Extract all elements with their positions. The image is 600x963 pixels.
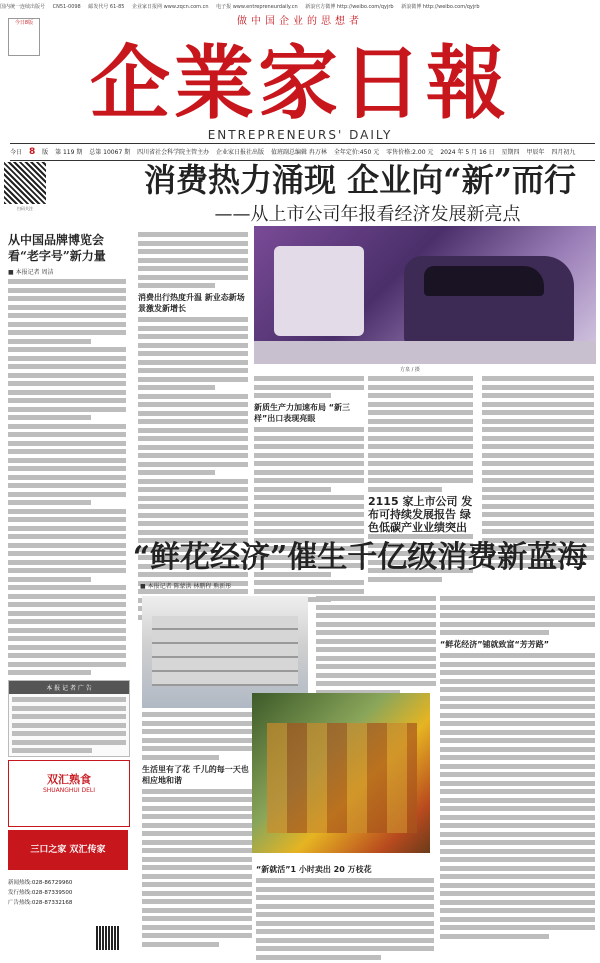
text-line xyxy=(138,530,248,535)
text-line xyxy=(8,407,126,412)
topbar-item: 电子报 www.entrepreneurdaily.cn xyxy=(216,4,298,10)
text-line xyxy=(8,288,126,293)
text-line xyxy=(8,653,126,658)
text-line xyxy=(138,445,248,450)
text-line xyxy=(8,526,126,531)
text-line xyxy=(256,912,434,917)
text-line xyxy=(316,605,436,610)
text-line xyxy=(254,427,364,432)
text-line xyxy=(138,487,248,492)
text-line xyxy=(12,697,126,702)
text-line xyxy=(142,840,252,845)
text-line xyxy=(142,848,252,853)
text-line xyxy=(8,517,126,522)
text-line xyxy=(8,339,91,344)
text-line xyxy=(138,368,248,373)
text-line xyxy=(368,393,473,398)
text-line xyxy=(142,746,252,751)
text-line xyxy=(138,402,248,407)
text-line xyxy=(440,755,595,760)
text-line xyxy=(368,577,442,582)
text-line xyxy=(142,899,252,904)
text-line xyxy=(142,865,252,870)
text-line xyxy=(142,738,252,743)
info-item: 甲辰年 xyxy=(526,149,545,156)
text-line xyxy=(440,823,595,828)
lead-section-1: 消费出行热度升温 新业态新场景激发新增长 xyxy=(138,293,245,313)
text-line xyxy=(8,585,126,590)
text-line xyxy=(254,478,364,483)
second-column-4 xyxy=(440,596,595,942)
text-line xyxy=(440,917,595,922)
text-line xyxy=(138,411,248,416)
second-section-2: “新就活”1 小时卖出 20 万枝花 xyxy=(256,865,372,874)
text-line xyxy=(440,738,595,743)
text-line xyxy=(8,373,126,378)
text-line xyxy=(8,662,126,667)
text-line xyxy=(138,241,248,246)
masthead-title: 企業家日報 xyxy=(90,36,510,130)
text-line xyxy=(482,504,594,509)
text-line xyxy=(440,704,595,709)
text-line xyxy=(440,789,595,794)
text-line xyxy=(440,849,595,854)
text-line xyxy=(440,806,595,811)
text-line xyxy=(138,479,248,484)
text-line xyxy=(254,529,364,534)
text-line xyxy=(256,929,434,934)
second-column-3 xyxy=(256,860,434,963)
info-item: 今日 xyxy=(10,149,23,156)
text-line xyxy=(138,394,248,399)
text-line xyxy=(138,275,248,280)
second-photo-flowers xyxy=(252,693,430,853)
page-count: 8 xyxy=(28,147,36,157)
info-item: 全年定价:450 元 xyxy=(333,149,380,156)
text-line xyxy=(8,670,91,675)
text-line xyxy=(138,351,248,356)
text-line xyxy=(256,895,434,900)
text-line xyxy=(142,908,252,913)
info-item: 四川省社会科学院主管主办 xyxy=(137,149,210,156)
text-line xyxy=(254,385,364,390)
second-photo-warehouse xyxy=(142,596,308,708)
text-line xyxy=(8,551,126,556)
topbar-item: 国内统一连续出版号 xyxy=(0,4,46,10)
qr-code-small-icon[interactable] xyxy=(96,926,120,950)
issue-info-bar xyxy=(10,143,595,161)
text-line xyxy=(8,381,126,386)
lead-section-3: 2115 家上市公司 发布可持续发展报告 绿色低碳产业业绩突出 xyxy=(368,495,473,534)
text-line xyxy=(142,797,252,802)
text-line xyxy=(368,461,473,466)
text-line xyxy=(440,883,595,888)
text-line xyxy=(8,415,91,420)
text-line xyxy=(8,568,126,573)
text-line xyxy=(138,496,248,501)
text-line xyxy=(138,377,248,382)
text-line xyxy=(316,613,436,618)
text-line xyxy=(8,441,126,446)
text-line xyxy=(482,461,594,466)
text-line xyxy=(440,730,595,735)
text-line xyxy=(12,723,126,728)
text-line xyxy=(138,470,215,475)
text-line xyxy=(368,436,473,441)
text-line xyxy=(368,402,473,407)
text-line xyxy=(482,419,594,424)
info-item: 企业家日报社出版 xyxy=(216,149,265,156)
contact-block xyxy=(8,878,118,908)
text-line xyxy=(142,806,252,811)
text-line xyxy=(316,664,436,669)
text-line xyxy=(440,622,595,627)
text-line xyxy=(142,755,219,760)
info-item: 第 119 期 xyxy=(55,149,83,156)
text-line xyxy=(368,534,473,539)
text-line xyxy=(254,453,364,458)
info-date: 2024 年 5 月 16 日 xyxy=(440,149,495,156)
text-line xyxy=(8,475,126,480)
text-line xyxy=(8,611,126,616)
text-line xyxy=(8,534,126,539)
text-line xyxy=(256,904,434,909)
text-line xyxy=(368,487,442,492)
info-item: 星期四 xyxy=(501,149,520,156)
text-line xyxy=(368,376,473,381)
text-line xyxy=(482,487,594,492)
text-line xyxy=(142,823,252,828)
text-line xyxy=(254,444,364,449)
text-line xyxy=(142,942,219,947)
text-line xyxy=(316,673,436,678)
text-line xyxy=(8,602,126,607)
text-line xyxy=(138,436,248,441)
text-line xyxy=(440,891,595,896)
text-line xyxy=(8,322,126,327)
text-line xyxy=(8,636,126,641)
text-line xyxy=(440,934,549,939)
text-line xyxy=(254,393,331,398)
ad-brand-en: SHUANGHUI DELI xyxy=(42,787,96,794)
second-section-1: 生活里有了花 千儿的每一天也相应地和谐 xyxy=(142,764,249,785)
text-line xyxy=(482,393,594,398)
text-line xyxy=(8,279,126,284)
lead-photo xyxy=(254,226,596,364)
second-section-3: “鲜花经济”铺就致富“芳芳路” xyxy=(440,640,550,649)
text-line xyxy=(138,232,248,237)
text-line xyxy=(138,334,248,339)
text-line xyxy=(440,670,595,675)
text-line xyxy=(8,619,126,624)
text-line xyxy=(482,402,594,407)
info-item: 总第 10067 期 xyxy=(89,149,131,156)
qr-label: 扫码关注 xyxy=(17,206,33,211)
text-line xyxy=(256,878,434,883)
text-line xyxy=(8,483,126,488)
text-line xyxy=(482,521,594,526)
second-headline: “鲜花经济”催生千亿级消费新蓝海 xyxy=(132,540,588,575)
text-line xyxy=(440,908,595,913)
left-body xyxy=(8,279,126,675)
text-line xyxy=(142,831,252,836)
text-line xyxy=(142,925,252,930)
text-line xyxy=(482,436,594,441)
text-line xyxy=(8,500,91,505)
text-line xyxy=(8,356,126,361)
text-line xyxy=(138,266,248,271)
text-line xyxy=(254,487,331,492)
text-line xyxy=(316,630,436,635)
text-line xyxy=(142,721,252,726)
lead-subheadline: ——从上市公司年报看经济发展新亮点 xyxy=(214,204,521,225)
lead-headline: 消费热力涌现 企业向“新”而行 xyxy=(144,161,576,199)
text-line xyxy=(138,521,248,526)
text-line xyxy=(368,385,473,390)
text-line xyxy=(138,360,248,365)
text-line xyxy=(8,330,126,335)
text-line xyxy=(482,529,594,534)
text-line xyxy=(142,814,252,819)
text-line xyxy=(256,887,434,892)
text-line xyxy=(440,840,595,845)
left-article xyxy=(8,232,126,679)
text-line xyxy=(138,428,248,433)
second-column-1 xyxy=(142,712,252,950)
info-item: 版 xyxy=(42,149,49,156)
text-line xyxy=(8,347,126,352)
masthead-slogan: 做中国企业的思想者 xyxy=(237,16,363,27)
topbar-item: 新浪微博 http://weibo.com/qyjrb xyxy=(401,4,480,10)
text-line xyxy=(256,938,434,943)
text-line xyxy=(8,364,126,369)
text-line xyxy=(316,681,436,686)
contact-line: 广告热线:028-87332168 xyxy=(8,900,73,906)
text-line xyxy=(138,462,248,467)
text-line xyxy=(440,696,595,701)
text-line xyxy=(316,622,436,627)
text-line xyxy=(482,376,594,381)
text-line xyxy=(368,444,473,449)
text-line xyxy=(138,343,248,348)
text-line xyxy=(8,492,126,497)
text-line xyxy=(8,577,91,582)
text-line xyxy=(482,512,594,517)
topbar-item: 企业家日报网 www.zqcn.com.cn xyxy=(132,4,209,10)
text-line xyxy=(138,419,248,424)
text-line xyxy=(8,432,126,437)
left-headline: 从中国品牌博览会看“老字号”新力量 xyxy=(8,233,106,263)
text-line xyxy=(8,305,126,310)
info-item: 零售价格:2.00 元 xyxy=(386,149,434,156)
text-line xyxy=(440,772,595,777)
text-line xyxy=(440,605,595,610)
lead-section-2: 新质生产力加速布局 “新三样”出口表现亮眼 xyxy=(254,403,351,423)
text-line xyxy=(482,470,594,475)
ad-notice-title: 本 报 记 者 广 告 xyxy=(9,681,129,694)
text-line xyxy=(12,706,126,711)
text-line xyxy=(440,798,595,803)
text-line xyxy=(482,444,594,449)
text-line xyxy=(440,613,595,618)
text-line xyxy=(8,424,126,429)
text-line xyxy=(138,513,248,518)
text-line xyxy=(368,470,473,475)
second-column-2 xyxy=(316,596,436,698)
text-line xyxy=(8,390,126,395)
text-line xyxy=(440,713,595,718)
text-line xyxy=(8,296,126,301)
text-line xyxy=(316,647,436,652)
text-line xyxy=(142,933,252,938)
text-line xyxy=(482,495,594,500)
text-line xyxy=(368,453,473,458)
text-line xyxy=(142,712,252,717)
text-line xyxy=(368,427,473,432)
text-line xyxy=(142,874,252,879)
text-line xyxy=(138,317,248,322)
text-line xyxy=(316,639,436,644)
text-line xyxy=(440,596,595,601)
text-line xyxy=(440,679,595,684)
lead-photo-credit: 方泉 / 摄 xyxy=(400,367,420,373)
text-line xyxy=(8,466,126,471)
text-line xyxy=(482,410,594,415)
contact-line: 新闻热线:028-86729960 xyxy=(8,880,73,886)
text-line xyxy=(368,419,473,424)
text-line xyxy=(138,326,248,331)
text-line xyxy=(254,376,364,381)
topbar-item: 邮发代号 61-85 xyxy=(88,4,125,10)
text-line xyxy=(482,385,594,390)
text-line xyxy=(254,580,364,585)
masthead-english: ENTREPRENEURS' DAILY xyxy=(207,128,393,142)
text-line xyxy=(440,747,595,752)
text-line xyxy=(440,630,549,635)
text-line xyxy=(8,645,126,650)
text-line xyxy=(138,385,215,390)
text-line xyxy=(8,398,126,403)
seal-text: 今日8版 xyxy=(14,20,34,26)
text-line xyxy=(138,258,248,263)
text-line xyxy=(12,748,92,753)
text-line xyxy=(440,874,595,879)
text-line xyxy=(254,461,364,466)
text-line xyxy=(8,449,126,454)
text-line xyxy=(440,832,595,837)
text-line xyxy=(254,512,364,517)
text-line xyxy=(142,857,252,862)
text-line xyxy=(440,857,595,862)
text-line xyxy=(8,543,126,548)
text-line xyxy=(254,589,364,594)
text-line xyxy=(8,458,126,463)
text-line xyxy=(142,882,252,887)
text-line xyxy=(254,436,364,441)
text-line xyxy=(440,662,595,667)
contact-line: 发行热线:028-87339500 xyxy=(8,890,73,896)
ad-slogan: 三口之家 双汇传家 xyxy=(8,830,128,870)
text-line xyxy=(440,781,595,786)
text-line xyxy=(256,921,434,926)
text-line xyxy=(440,764,595,769)
text-line xyxy=(316,656,436,661)
text-line xyxy=(138,504,248,509)
text-line xyxy=(8,509,126,514)
text-line xyxy=(142,891,252,896)
text-line xyxy=(440,925,595,930)
text-line xyxy=(138,453,248,458)
topbar-item: CN51-0098 xyxy=(52,4,81,10)
text-line xyxy=(440,721,595,726)
text-line xyxy=(254,495,364,500)
text-line xyxy=(316,596,436,601)
text-line xyxy=(12,714,126,719)
text-line xyxy=(440,815,595,820)
text-line xyxy=(254,504,364,509)
text-line xyxy=(142,916,252,921)
ad-column xyxy=(8,680,128,870)
text-line xyxy=(440,900,595,905)
info-item: 值班副总编辑 冉万林 xyxy=(270,149,327,156)
text-line xyxy=(368,410,473,415)
text-line xyxy=(8,560,126,565)
topbar-item: 新浪官方微博 http://weibo.com/qyjrb xyxy=(305,4,394,10)
left-byline: ■ 本报记者 周洁 xyxy=(8,269,54,276)
text-line xyxy=(440,653,595,658)
text-line xyxy=(8,628,126,633)
text-line xyxy=(138,283,215,288)
text-line xyxy=(256,946,434,951)
text-line xyxy=(142,729,252,734)
text-line xyxy=(12,731,126,736)
ad-notice xyxy=(8,680,130,757)
second-byline: ■ 本报记者 陈蒙洪 林鹏程 熊新彤 xyxy=(140,583,232,590)
text-line xyxy=(256,955,381,960)
info-item: 四月初九 xyxy=(551,149,576,156)
text-line xyxy=(440,687,595,692)
text-line xyxy=(8,594,126,599)
text-line xyxy=(440,866,595,871)
text-line xyxy=(368,478,473,483)
text-line xyxy=(482,478,594,483)
qr-code-icon[interactable] xyxy=(4,162,46,204)
text-line xyxy=(12,740,126,745)
text-line xyxy=(8,313,126,318)
text-line xyxy=(482,427,594,432)
text-line xyxy=(138,249,248,254)
ad-shuanghui[interactable] xyxy=(8,760,130,827)
text-line xyxy=(254,521,364,526)
text-line xyxy=(482,453,594,458)
text-line xyxy=(142,789,252,794)
text-line xyxy=(254,470,364,475)
ad-brand: 双汇熟食 xyxy=(47,773,91,786)
